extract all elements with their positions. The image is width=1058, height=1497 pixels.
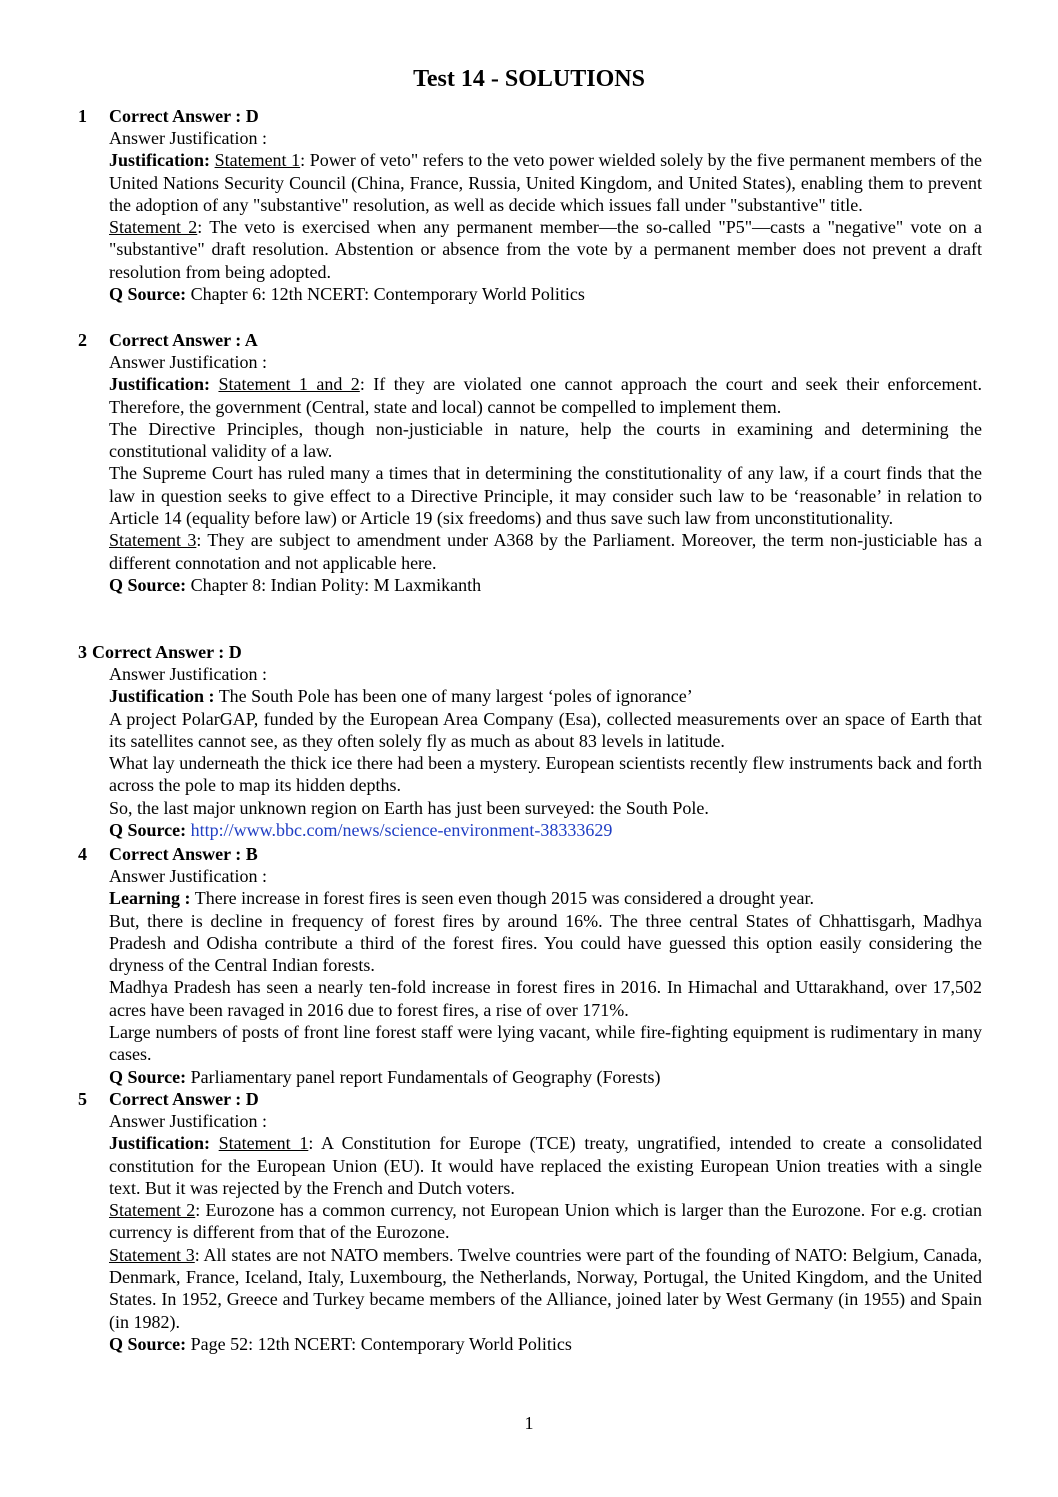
question-5-body <box>109 1110 982 1355</box>
statement-label: Statement 3 <box>109 1244 195 1265</box>
paragraph-text: There increase in forest fires is seen even though 2015 was considered a drought year. <box>194 888 814 909</box>
justification-label: Justification: <box>109 374 210 395</box>
correct-answer: Correct Answer : A <box>109 330 258 350</box>
question-number: 5 <box>78 1089 87 1109</box>
learning-paragraph <box>109 887 982 909</box>
statement-paragraph <box>109 529 982 574</box>
correct-answer: Correct Answer : D <box>92 642 242 662</box>
justification-label: Justification : <box>109 686 215 707</box>
statement-label: Statement 2 <box>109 217 198 238</box>
question-number: 3 <box>78 642 87 662</box>
correct-answer: Correct Answer : D <box>109 106 259 126</box>
question-3-body <box>109 663 982 841</box>
paragraph: But, there is decline in frequency of forest fires by around 16%. The three central States of Chhattisgarh, Madhya Pradesh and Odisha contribute a third of the forest fires. You could have guessed this option easily considering the dryness of the Central Indian forests. <box>109 910 982 976</box>
question-4-body <box>109 865 982 1088</box>
paragraph: Madhya Pradesh has seen a nearly ten-fold increase in forest fires in 2016. In Himachal and Uttarakhand, over 17,502 acres have been ravaged in 2016 due to forest fires, a rise of over 171%. <box>109 977 982 1020</box>
question-source <box>109 819 982 841</box>
question-number: 2 <box>78 330 87 350</box>
paragraph: The Directive Principles, though non-justiciable in nature, help the courts in examining and determining the constitutional validity of a law. <box>109 418 982 462</box>
statement-label: Statement 3 <box>109 530 197 551</box>
source-label: Q Source: <box>109 1066 187 1087</box>
learning-label: Learning : <box>109 888 191 909</box>
paragraph-text: The South Pole has been one of many largest ‘poles of ignorance’ <box>218 686 693 707</box>
source-text: Page 52: 12th NCERT: Contemporary World Politics <box>190 1333 572 1354</box>
answer-justification-label: Answer Justification : <box>109 352 267 372</box>
answer-justification-label: Answer Justification : <box>109 1111 267 1131</box>
paragraph: A project PolarGAP, funded by the European Area Company (Esa), collected measurements over an space of Earth that its satellites cannot see, as they often solely fly as much as about 83 levels in latitude. <box>109 708 982 751</box>
answer-justification-label: Answer Justification : <box>109 866 267 886</box>
question-source <box>109 1333 982 1355</box>
source-label: Q Source: <box>109 284 187 305</box>
question-2-body <box>109 351 982 596</box>
justification-paragraph <box>109 1132 982 1199</box>
question-number: 1 <box>78 106 87 126</box>
paragraph-text: : If they are violated one cannot approach the court and seek their enforcement. Therefore, the government (Central, state and local) cannot be compelled to implement them. <box>109 374 982 417</box>
question-2-header <box>78 329 258 351</box>
source-label: Q Source: <box>109 820 187 841</box>
source-text: Parliamentary panel report Fundamentals of Geography (Forests) <box>190 1066 661 1087</box>
justification-paragraph <box>109 373 982 418</box>
answer-justification-label: Answer Justification : <box>109 128 267 148</box>
question-source <box>109 574 982 596</box>
justification-label: Justification: <box>109 1133 210 1154</box>
statement-label: Statement 1 and 2 <box>218 374 360 395</box>
page-number: 1 <box>524 1413 534 1433</box>
paragraph-text: : The veto is exercised when any permanent member—the so-called "P5"—casts a "negative" vote on a "substantive" draft resolution. Abstention or absence from the vote by a permanent member does not prevent a draft resolution from being adopted. <box>109 217 982 282</box>
paragraph: The Supreme Court has ruled many a times that in determining the constitutionality of any law, if a court finds that the law in question seeks to give effect to a Directive Principle, it may consider such law to be ‘reasonable’ in relation to Article 14 (equality before law) or Article 19 (six freedoms) and thus save such law from unconstitutionality. <box>109 463 982 529</box>
question-3-header <box>78 641 242 663</box>
source-text: Chapter 6: 12th NCERT: Contemporary World Politics <box>190 284 585 305</box>
paragraph-text: : Eurozone has a common currency, not European Union which is larger than the Eurozone. For e.g. crotian currency is different from that of the Eurozone. <box>109 1200 982 1243</box>
source-link[interactable]: http://www.bbc.com/news/science-environment-38333629 <box>190 820 613 841</box>
question-number: 4 <box>78 844 87 864</box>
question-1-body <box>109 127 982 305</box>
source-text: Chapter 8: Indian Polity: M Laxmikanth <box>190 574 482 595</box>
justification-paragraph <box>109 149 982 216</box>
question-source <box>109 283 982 305</box>
paragraph: Large numbers of posts of front line forest staff were lying vacant, while fire-fighting equipment is rudimentary in many cases. <box>109 1022 982 1065</box>
statement-label: Statement 1 <box>218 1133 309 1154</box>
statement-label: Statement 1 <box>214 150 301 171</box>
paragraph-text: : They are subject to amendment under A368 by the Parliament. Moreover, the term non-justiciable has a different connotation and not applicable here. <box>109 530 982 573</box>
question-4-header <box>78 843 258 865</box>
paragraph: So, the last major unknown region on Earth has just been surveyed: the South Pole. <box>109 797 709 818</box>
statement-paragraph <box>109 1244 982 1333</box>
page-title: Test 14 - SOLUTIONS <box>413 66 645 92</box>
question-source <box>109 1066 982 1088</box>
source-label: Q Source: <box>109 574 187 595</box>
statement-paragraph <box>109 216 982 283</box>
statement-paragraph <box>109 1199 982 1244</box>
correct-answer: Correct Answer : B <box>109 844 258 864</box>
justification-label: Justification: <box>109 150 210 171</box>
statement-label: Statement 2 <box>109 1200 196 1221</box>
paragraph-text: : Power of veto" refers to the veto power wielded solely by the five permanent members of the United Nations Security Council (China, France, Russia, United Kingdom, and United States), enabling them to prevent the adoption of any "substantive" resolution, as well as decide which issues fall under "substantive" title. <box>109 150 983 215</box>
justification-paragraph <box>109 685 982 707</box>
paragraph: What lay underneath the thick ice there had been a mystery. European scientists recently flew instruments back and forth across the pole to map its hidden depths. <box>109 753 982 796</box>
paragraph-text: : A Constitution for Europe (TCE) treaty, ungratified, intended to create a consolidated constitution for the European Union (EU). It would have replaced the existing European Union treaties with a single text. But it was rejected by the French and Dutch voters. <box>109 1133 983 1198</box>
question-1-header <box>78 105 259 127</box>
question-5-header <box>78 1088 259 1110</box>
paragraph-text: : All states are not NATO members. Twelve countries were part of the founding of NATO: Belgium, Canada, Denmark, France, Iceland, Italy, Luxembourg, the Netherlands, Norway, Portugal, the United Kingdom, and the United States. In 1952, Greece and Turkey became members of the Alliance, joined later by West Germany (in 1955) and Spain (in 1982). <box>109 1244 982 1332</box>
source-label: Q Source: <box>109 1333 187 1354</box>
answer-justification-label: Answer Justification : <box>109 664 267 684</box>
correct-answer: Correct Answer : D <box>109 1089 259 1109</box>
